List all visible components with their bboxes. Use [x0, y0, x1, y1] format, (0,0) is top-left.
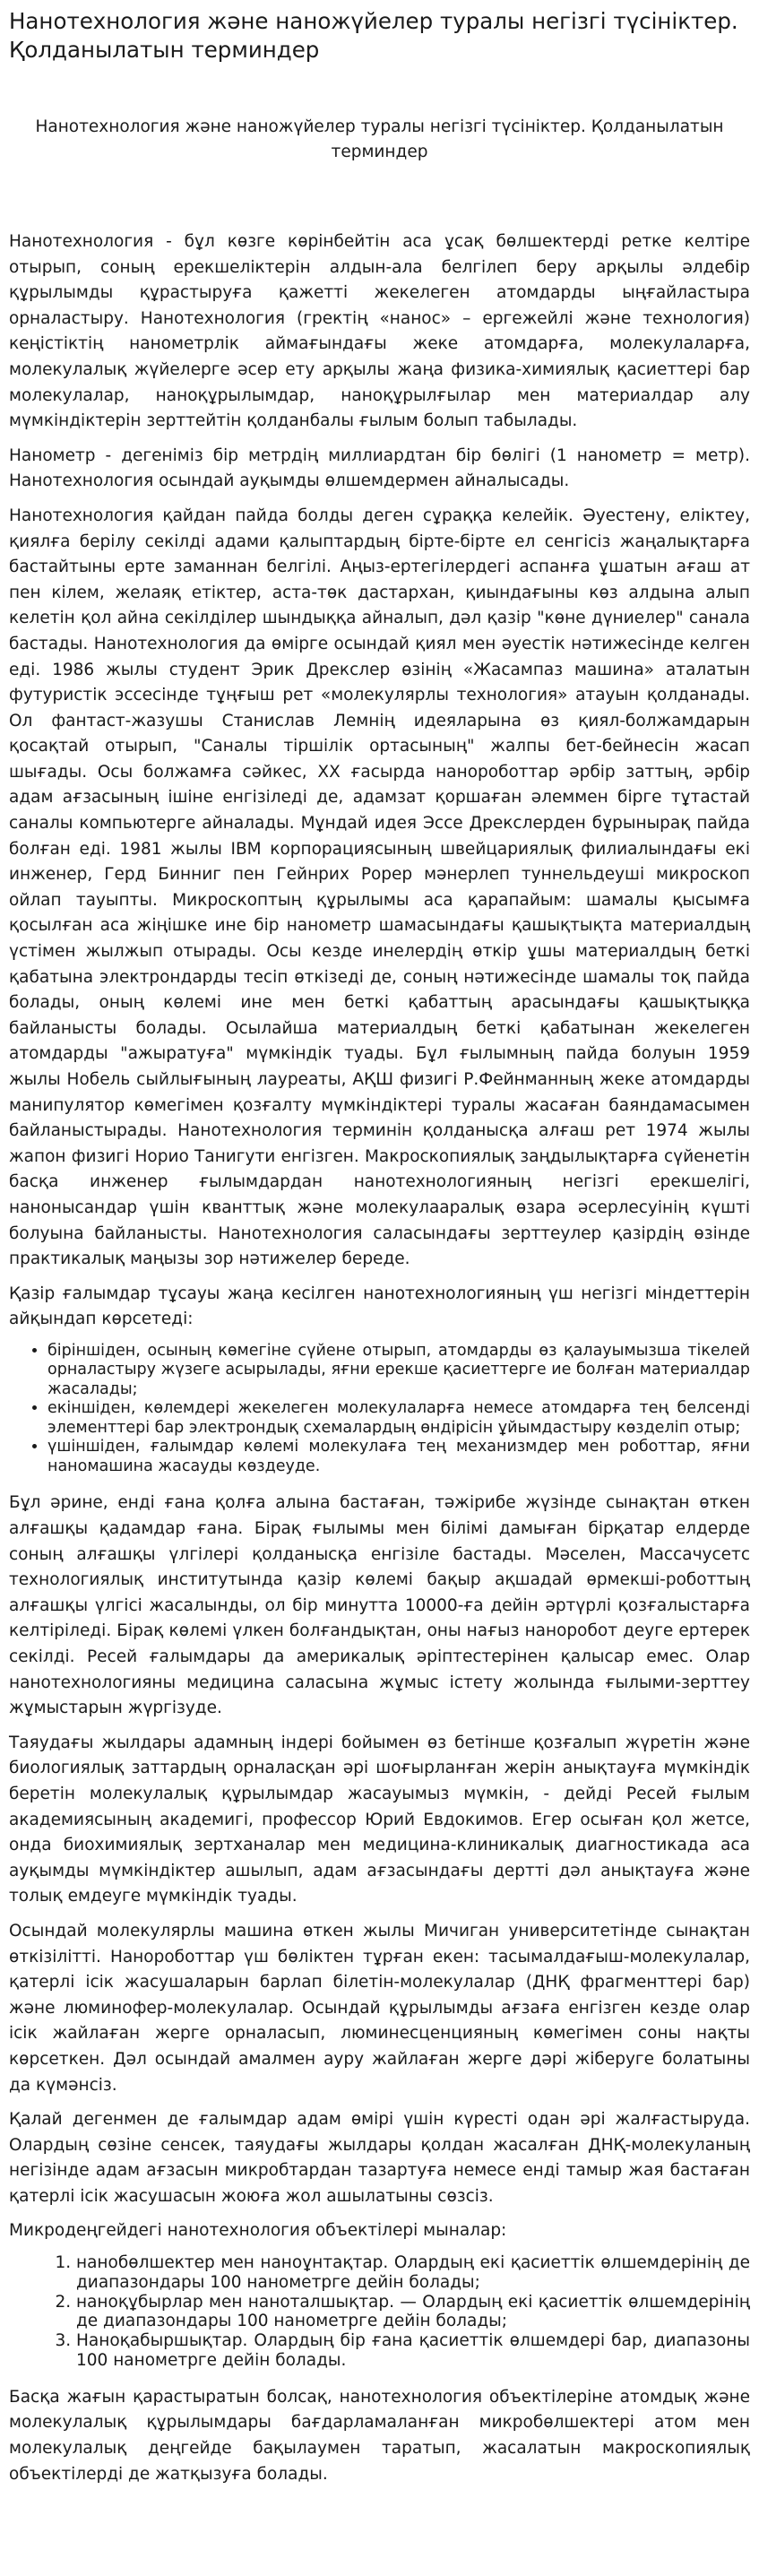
paragraph-macro-objects: Басқа жағын қарастыратын болсақ, нанотехнология объектілеріне атомдық және молекулалық құрылымдары бағдарламаланған микробөлшектері атом мен молекулалық деңгейде бақылаумен таратып, жасалатын макроскопиялық объектілерді де жатқызуға болады.	[9, 2387, 750, 2484]
list-item: • үшіншіден, ғалымдар көлемі молекулаға тең механизмдер мен роботтар, яғни наномашина жасауды көздеуде.	[47, 1438, 750, 1476]
document-subtitle: Нанотехнология және наножүйелер туралы негізгі түсініктер. Қолданылатын терминдер	[35, 117, 724, 161]
paragraph-history: Нанотехнология қайдан пайда болды деген сұраққа келейік. Әуестену, еліктеу, қиялға берілу секілді адами қалыптардың бірте-бірте ел сенгісіз жаңалықтарға бастайтыны ерте заманнан белгілі. Аңыз-ертегілердегі аспанға ұшатын ағаш ат пен кілем, желаяқ етіктер, аста-төк дастархан, қиындағыны көз алдына алып келетін қол айна секілділер шындыққа айналып, дәл қазір "көне дүниелер" санала бастады. Нанотехнология да өмірге осындай қиял мен әуестік нәтижесінде келген еді. 1986 жылы студент Эрик Дрекслер өзінің «Жасампаз машина» аталатын футуристік эссесінде тұңғыш рет «молекулярлы технология» атауын қолданады. Ол фантаст-жазушы Станислав Лемнің идеяларына өз қиял-болжамдарын қосақтай отырып, "Саналы тіршілік ортасының" жалпы бет-бейнесін жасап шығады. Осы болжамға сәйкес, XX ғасырда нанороботтар әрбір заттың, әрбір адам ағзасының ішіне енгізіледі де, адамзат қоршаған әлеммен бірге тұтастай саналы компьютерге айналады. Мұндай идея Эссе Дрекслерден бұрынырақ пайда болған еді. 1981 жылы IBM корпорациясының швейцариялық филиалындағы екі инженер, Герд Бинниг пен Гейнрих Рорер мәнерлеп туннельдеуші микроскоп ойлап тауыпты. Микроскоптың құрылымы аса қарапайым: шамалы қысымға қосылған аса жіңішке ине бір нанометр шамасындағы қашықтықта материалдың үстімен жылжып отырады. Осы кезде инелердің өткір ұшы материалдың беткі қабатына электрондарды тесіп өткізеді де, соның нәтижесінде шамалы тоқ пайда болады, оның көлемі ине мен беткі қабаттың арасындағы қашықтыққа байланысты болады. Осылайша материалдың беткі қабатынан жекелеген атомдарды "ажыратуға" мүмкіндік туады. Бұл ғылымның пайда болуын 1959 жылы Нобель сыйлығының лауреаты, АҚШ физигі Р.Фейнманның жеке атомдарды манипулятор көмегімен қозғалту мүмкіндіктері туралы жасаған баяндамасымен байланыстырады. Нанотехнология терминін қолданысқа алғаш рет 1974 жылы жапон физигі Норио Танигути енгізген. Макроскопиялық заңдылықтарға сүйенетін басқа инженер ғылымдардан нанотехнологияның негізгі ерекшелігі, нанонысандар үшін кванттық және молекулааралық өзара әсерлесуінің күшті болуына байланысты. Нанотехнология саласындағы зерттеулер қазірдің өзінде практикалық маңызы зор нәтижелер береде.	[9, 506, 750, 1269]
list-item: 1. нанобөлшектер мен наноұнтақтар. Олардың екі қасиеттік өлшемдерінің де диапазондары 100 нанометрге дейін болады;	[76, 2253, 750, 2293]
objects-list	[9, 2253, 750, 2371]
paragraph-definition: Нанотехнология - бұл көзге көрінбейтін аса ұсақ бөлшектерді ретке келтіре отырып, соның ерекшеліктерін алдын-ала белгілеп беру арқылы әлдебір құрылымды құрастыруға қажетті жекелеген атомдарды ыңғайластыра орналастыру. Нанотехнология (гректің «нанос» – ергежейлі және технология) кеңістіктің нанометрлік аймағындағы жеке атомдарға, молекулаларға, молекулалық жүйелерге әсер ету арқылы жаңа физика-химиялық қасиеттері бар молекулалар, наноқұрылымдар, наноқұрылғылар мен материалдар алу мүмкіндіктерін зерттейтін қолданбалы ғылым болып табылады.	[9, 232, 750, 431]
paragraph-struggle: Қалай дегенмен де ғалымдар адам өмірі үшін күресті одан әрі жалғастыруда. Олардың сөзіне сенсек, таяудағы жылдары қолдан жасалған ДНҚ-молекуланың негізінде адам ағзасын микробтардан тазартуға немесе енді тамыр жая бастаған қатерлі ісік жасушасын жоюға жол ашылатыны сөзсіз.	[9, 2110, 750, 2206]
paragraph-nanometer: Нанометр - дегеніміз бір метрдің миллиардтан бір бөлігі (1 нанометр = метр). Нанотехнология осындай ауқымды өлшемдермен айналысады.	[9, 445, 750, 491]
list-item: • біріншіден, осының көмегіне сүйене отырып, атомдарды өз қалауымызша тікелей орналастыру жүзеге асырылады, яғни ерекше қасиеттерге ие болған материалдар жасалады;	[47, 1342, 750, 1400]
tasks-list	[9, 1342, 750, 1477]
paragraph-tasks-intro: Қазір ғалымдар тұсауы жаңа кесілген нанотехнологияның үш негізгі міндеттерін айқындап көрсетеді:	[9, 1284, 750, 1329]
document-body	[9, 229, 750, 2487]
list-item: • екіншіден, көлемдері жекелеген молекулаларға немесе атомдарға тең белсенді элементтері бар электрондық схемалардың өндірісін ұйымдастыру көзделіп отыр;	[47, 1399, 750, 1438]
paragraph-first-steps: Бұл әрине, енді ғана қолға алына бастаған, тәжірибе жүзінде сынақтан өткен алғашқы қадамдар ғана. Бірақ ғылымы мен білімі дамыған бірқатар елдерде соның алғашқы үлгілері қолданысқа енгізіле бастады. Мәселен, Массачусетс технологиялық институтында қазір көлемі бақыр ақшадай өрмекші-роботтың алғашқы үлгісі жасалынды, ол бір минутта 10000-ға дейін әртүрлі қозғалыстарға келтіріледі. Бірақ көлемі үлкен болғандықтан, оны нағыз наноробот деуге ертерек секілді. Ресей ғалымдары да америкалық әріптестерінен қалысар емес. Олар нанотехнологияны медицина саласына жұмыс істету жолында ғылыми-зерттеу жұмыстарын жүргізуде.	[9, 1493, 750, 1718]
paragraph-objects-intro: Микродеңгейдегі нанотехнология объектілері мыналар:	[9, 2221, 507, 2241]
paragraph-michigan: Осындай молекулярлы машина өткен жылы Мичиган университетінде сынақтан өткізілітті. Нанороботтар үш бөліктен тұрған екен: тасымалдағыш-молекулалар, қатерлі ісік жасушаларын барлап білетін-молекулалар (ДНҚ фрагменттері бар) және люминофер-молекулалар. Осындай құрылымды ағзаға енгізген кезде олар ісік жайлаған жерге орналасып, люминесценцияның көмегімен соны нақты көрсеткен. Дәл осындай амалмен ауру жайлаған жерге дәрі жіберуге болатыны да күмәнсіз.	[9, 1921, 750, 2095]
list-item: 3. Наноқабыршықтар. Олардың бір ғана қасиеттік өлшемдері бар, диапазоны 100 нанометрге дейін болады.	[76, 2331, 750, 2371]
list-item: 2. наноқұбырлар мен наноталшықтар. — Олардың екі қасиеттік өлшемдерінің де диапазондары 100 нанометрге дейін болады;	[76, 2293, 750, 2332]
document-title: Нанотехнология және наножүйелер туралы негізгі түсініктер. Қолданылатын терминдер	[9, 8, 738, 63]
paragraph-molecular-structures: Таяудағы жылдары адамның індері бойымен өз бетінше қозғалып жүретін және биологиялық заттардың орналасқан әрі шоғырланған жерін анықтауға мүмкіндік беретін молекулалық құрылымдар жасауымыз мүмкін, - дейді Ресей ғылым академиясының академигі, профессор Юрий Евдокимов. Егер осыған қол жетсе, онда биохимиялық зертханалар мен медицина-клиникалық диагностикада аса ауқымды мүмкіндіктер ашылып, адам ағзасындағы дертті дәл анықтауға және толық емдеуге мүмкіндік туады.	[9, 1733, 750, 1906]
